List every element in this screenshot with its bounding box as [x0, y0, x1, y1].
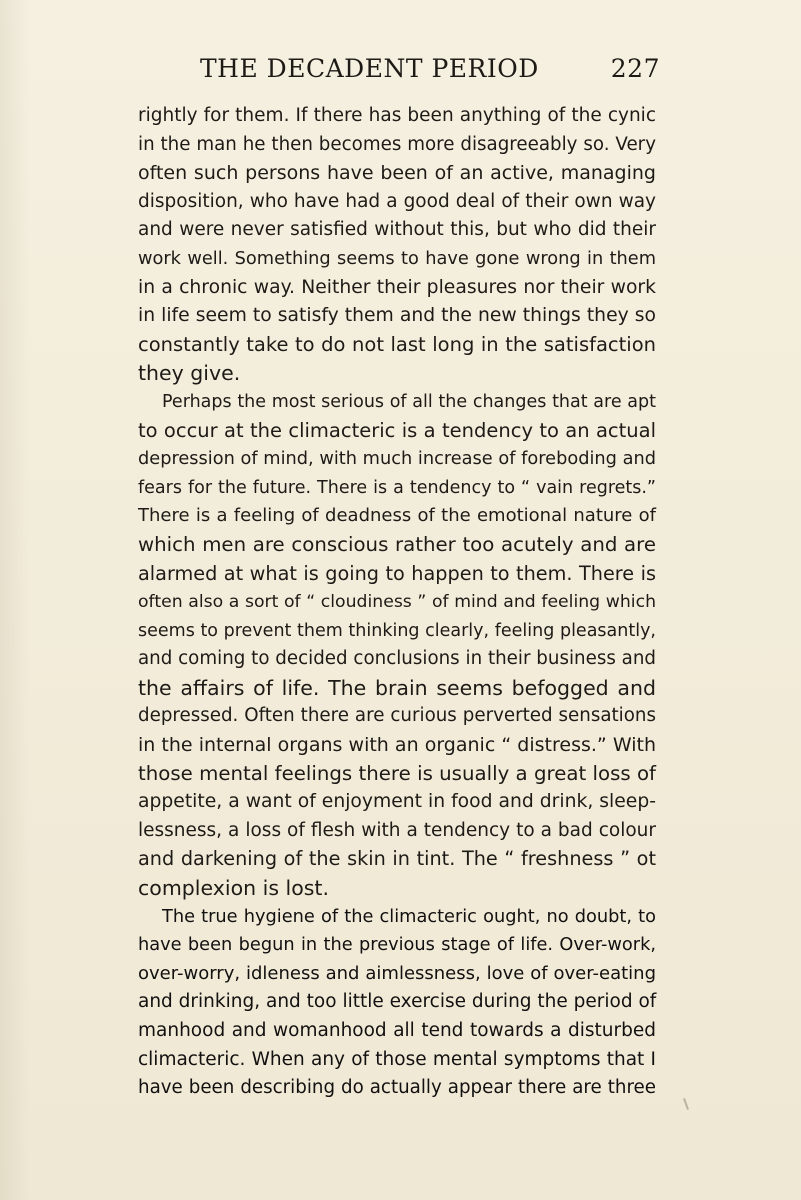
text-line: to occur at the climacteric is a tendency to an actual	[138, 418, 656, 442]
text-line: fears for the future. There is a tendency to “ vain regrets.”	[138, 477, 656, 498]
text-line: work well. Something seems to have gone wrong in them	[138, 248, 656, 269]
text-line: and darkening of the skin in tint. The “ freshness ” ot	[138, 847, 656, 871]
text-line: complexion is lost.	[138, 876, 329, 901]
text-line: in life seem to satisfy them and the new things they so	[138, 305, 656, 327]
text-line: alarmed at what is going to happen to them. There is	[138, 561, 656, 585]
text-line: often also a sort of “ cloudiness ” of mind and feeling which	[138, 592, 656, 613]
text-line: in a chronic way. Neither their pleasures nor their work	[138, 276, 656, 298]
running-head: THE DECADENT PERIOD	[200, 54, 539, 83]
paragraph-start-line: Perhaps the most serious of all the changes that are apt	[162, 391, 656, 412]
text-line: and coming to decided conclusions in their business and	[138, 648, 656, 670]
text-line: disposition, who have had a good deal of their own way	[138, 190, 656, 212]
text-line: depressed. Often there are curious perverted sensations	[138, 705, 656, 727]
text-line: appetite, a want of enjoyment in food and drink, sleep-	[138, 791, 656, 813]
text-line: lessness, a loss of flesh with a tendency to a bad colour	[138, 819, 656, 841]
text-line: which men are conscious rather too acutely and are	[138, 532, 656, 556]
text-line: manhood and womanhood all tend towards a disturbed	[138, 1020, 656, 1041]
text-line: in the internal organs with an organic “ distress.” With	[138, 734, 656, 757]
print-speck	[683, 1098, 689, 1110]
paragraph-start-line: The true hygiene of the climacteric ought, no doubt, to	[162, 906, 656, 927]
text-line: they give.	[138, 361, 241, 386]
body-text	[138, 102, 656, 1103]
text-line: often such persons have been of an active, managing	[138, 162, 656, 185]
text-line: and drinking, and too little exercise during the period of	[138, 991, 657, 1013]
text-line: and were never satisfied without this, but who did their	[138, 219, 656, 241]
page-header	[140, 54, 660, 94]
text-line: climacteric. When any of those mental symptoms that I	[138, 1048, 656, 1070]
text-line: rightly for them. If there has been anything of the cynic	[138, 105, 656, 126]
text-line: seems to prevent them thinking clearly, feeling pleasantly,	[138, 620, 656, 641]
text-line: those mental feelings there is usually a great loss of	[138, 761, 656, 785]
text-line: There is a feeling of deadness of the emotional nature of	[138, 505, 656, 527]
text-line: in the man he then becomes more disagreeably so. Very	[138, 133, 656, 155]
text-line: depression of mind, with much increase of foreboding and	[138, 449, 656, 470]
text-line: have been begun in the previous stage of life. Over-work,	[138, 935, 656, 956]
text-line: over-worry, idleness and aimlessness, love of over-eating	[138, 962, 656, 984]
text-line: have been describing do actually appear there are three	[138, 1077, 656, 1099]
text-line: constantly take to do not last long in the satisfaction	[138, 332, 656, 356]
page-number: 227	[610, 54, 660, 83]
text-line: the affairs of life. The brain seems befogged and	[138, 675, 656, 700]
